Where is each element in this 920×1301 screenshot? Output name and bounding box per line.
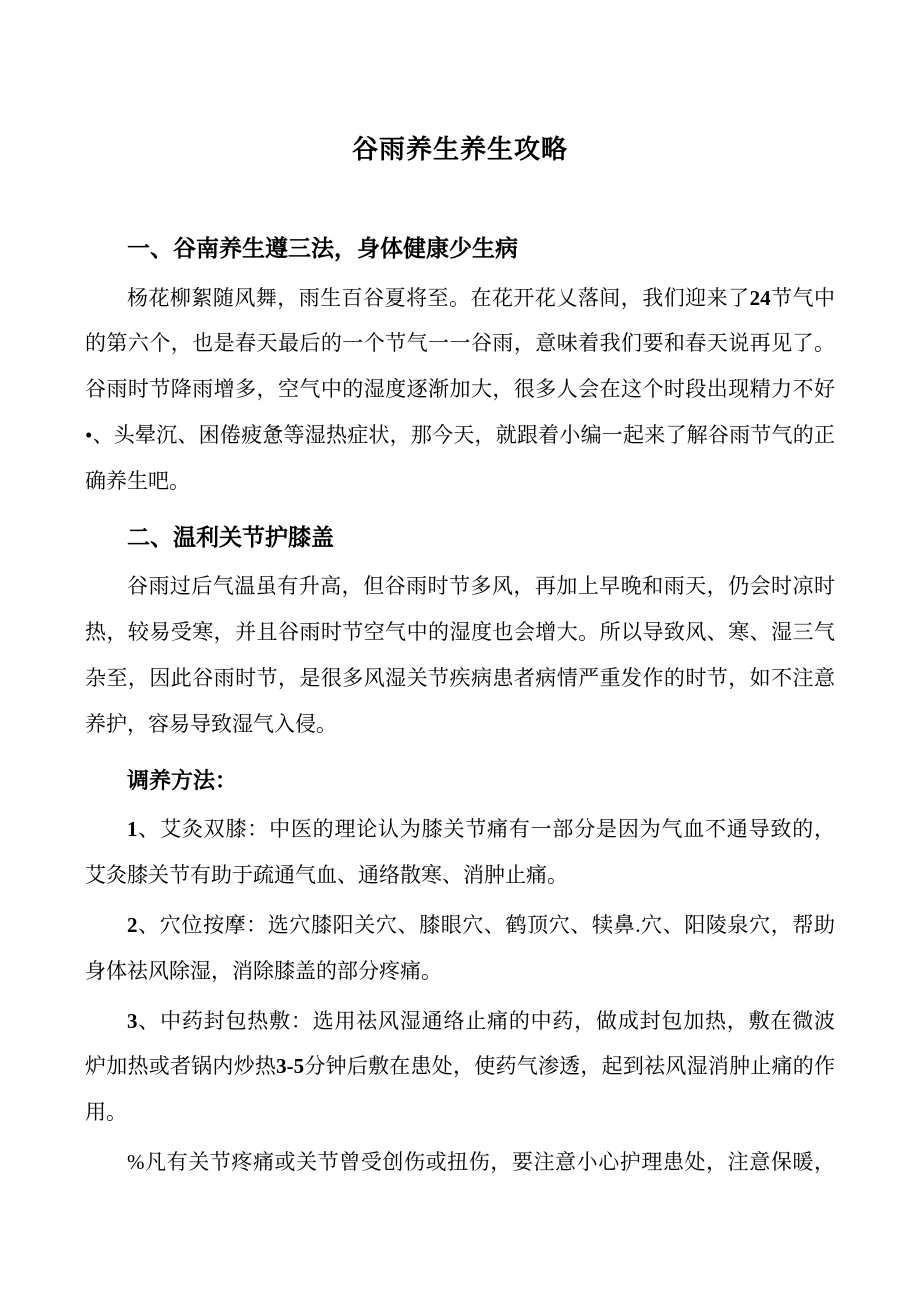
text-segment: 身体祛风除湿，消除膝盖的部分疼痛。 [85,958,442,983]
text-segment: 杂至，因此谷雨时节，是很多风湿关节疾病患者病情严重发作的时节，如不注意 [85,665,835,690]
text-segment: 分钟后敷在患处，使药气渗透，起到祛风湿消肿止痛的作 [304,1054,836,1079]
paragraph-line [85,1090,835,1136]
text-segment: 炉加热或者锅内炒热 [85,1054,277,1079]
section-heading [85,226,835,272]
paragraph-line [85,413,835,459]
section-heading [85,515,835,561]
text-segment: 节气中 [770,285,835,310]
paragraph-line [85,999,835,1045]
document-title [85,127,835,173]
text-segment: 谷雨过后气温虽有升高，但谷雨时节多风，再加上早晚和雨天，仍会时凉时 [127,574,835,599]
bold-text-segment: 2 [127,912,138,937]
text-segment: 艾灸膝关节有助于疏通气血、通络散寒、消肿止痛。 [85,863,568,888]
paragraph-line [85,564,835,610]
sub-heading [85,758,835,804]
text-segment: 养护，容易导致湿气入侵。 [85,711,337,736]
paragraph-line [85,276,835,322]
text-segment: 二、温利关节护膝盖 [127,523,334,550]
text-segment: •、头晕沉、困倦疲惫等湿热症状，那今天，就跟着小编一起来了解谷雨节气的正 [85,422,835,447]
paragraph-line [85,949,835,995]
paragraph-line [85,807,835,853]
bold-text-segment: 3 [127,1008,138,1033]
paragraph-line [85,656,835,702]
text-segment: 谷雨养生养生攻略 [351,134,568,164]
paragraph-line [85,459,835,505]
text-segment: 用。 [85,1100,127,1125]
paragraph-line [85,610,835,656]
paragraph-line [85,702,835,748]
text-segment: 、中药封包热敷：选用祛风湿通络止痛的中药，做成封包加热，敷在微波 [137,1008,835,1033]
paragraph-line [85,367,835,413]
text-segment: 的第六个，也是春天最后的一个节气一一谷雨，意味着我们要和春天说再见了。 [85,331,835,356]
document-content [0,127,920,1186]
text-segment: 一、谷南养生遵三法，身体健康少生病 [127,234,518,261]
text-segment: 确养生吧。 [85,468,190,493]
paragraph-line [85,853,835,899]
paragraph-line [85,1140,835,1186]
paragraph-line [85,903,835,949]
text-segment: 、穴位按摩：选穴膝阳关穴、膝眼穴、鹤顶穴、犊鼻.穴、阳陵泉穴，帮助 [137,912,835,937]
bold-text-segment: 3-5 [276,1054,305,1079]
paragraph-line [85,321,835,367]
text-segment: 谷雨时节降雨增多，空气中的湿度逐渐加大，很多人会在这个时段出现精力不好 [85,377,835,402]
bold-text-segment: 24 [749,285,771,310]
text-segment: %凡有关节疼痛或关节曾受创伤或扭伤，要注意小心护理患处，注意保暖， [127,1149,835,1174]
text-segment: 杨花柳絮随风舞，雨生百谷夏将至。在花开花乂落间，我们迎来了 [127,285,750,310]
text-segment: 调养方法： [127,767,238,793]
paragraph-line [85,1044,835,1090]
bold-text-segment: 1 [127,817,138,842]
text-segment: 热，较易受寒，并且谷雨时节空气中的湿度也会增大。所以导致风、寒、湿三气 [85,620,835,645]
text-segment: 、艾灸双膝：中医的理论认为膝关节痛有一部分是因为气血不通导致的， [137,817,835,842]
